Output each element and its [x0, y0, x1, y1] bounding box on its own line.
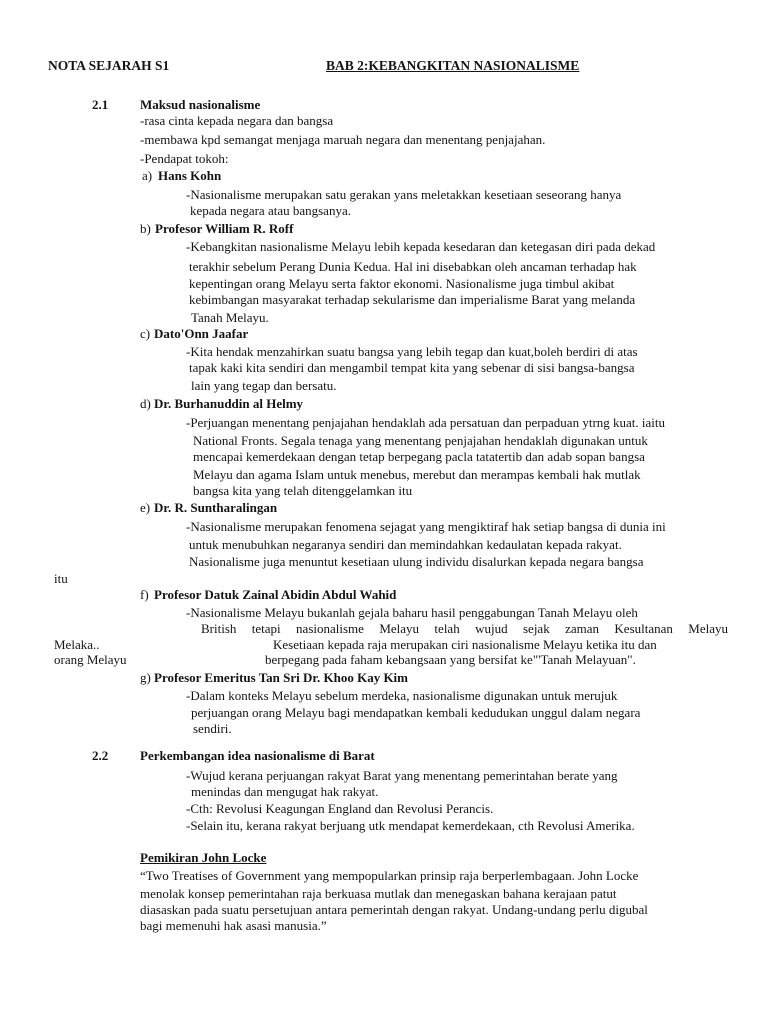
item-label-e: e): [140, 500, 151, 515]
text-line: untuk menubuhkan negaranya sendiri dan memindahkan kedaulatan kepada rakyat.: [189, 537, 622, 552]
text-line: bangsa kita yang telah ditenggelamkan itu: [193, 483, 413, 498]
section-number-2-2: 2.2: [92, 748, 109, 763]
figure-name-zainal-abidin: Profesor Datuk Zainal Abidin Abdul Wahid: [154, 587, 397, 602]
item-label-b: b): [140, 221, 151, 236]
text-line: diasaskan pada suatu persetujuan antara pemerintah dengan rakyat. Undang-undang perlu digubal: [140, 902, 648, 917]
text-line: -rasa cinta kepada negara dan bangsa: [140, 113, 334, 128]
text-line: -Nasionalisme merupakan satu gerakan yans meletakkan kesetiaan seseorang hanya: [186, 187, 622, 202]
figure-name-hans-kohn: Hans Kohn: [158, 168, 222, 183]
text-line: menolak konsep pemerintahan raja berkuasa mutlak dan menegaskan bahana kerajaan patut: [140, 886, 617, 901]
section-title-2-2: Perkembangan idea nasionalisme di Barat: [140, 748, 375, 763]
text-line: British tetapi nasionalisme Melayu telah wujud sejak zaman Kesultanan Melayu: [201, 621, 728, 636]
text-line: -Selain itu, kerana rakyat berjuang utk mendapat kemerdekaan, cth Revolusi Amerika.: [186, 818, 635, 833]
figure-name-khoo-kay-kim: Profesor Emeritus Tan Sri Dr. Khoo Kay Kim: [154, 670, 408, 685]
text-line: -Kita hendak menzahirkan suatu bangsa yang lebih tegap dan kuat,boleh berdiri di atas: [186, 344, 638, 359]
figure-name-roff: Profesor William R. Roff: [155, 221, 294, 236]
text-line: -Kebangkitan nasionalisme Melayu lebih kepada kesedaran dan ketegasan diri pada dekad: [186, 239, 656, 254]
header-title: BAB 2:KEBANGKITAN NASIONALISME: [326, 58, 580, 73]
item-label-c: c): [140, 326, 151, 341]
text-line: kepada negara atau bangsanya.: [190, 203, 351, 218]
text-line: Melaka..: [54, 637, 100, 652]
text-line: terakhir sebelum Perang Dunia Kedua. Hal ini disebabkan oleh ancaman terhadap hak: [189, 259, 637, 274]
figure-name-suntharalingan: Dr. R. Suntharalingan: [154, 500, 278, 515]
item-label-f: f): [140, 587, 149, 602]
text-line: -membawa kpd semangat menjaga maruah negara dan menentang penjajahan.: [140, 132, 546, 147]
text-line: -Nasionalisme merupakan fenomena sejagat yang mengiktiraf hak setiap bangsa di dunia ini: [186, 519, 666, 534]
text-line: bagi memenuhi hak asasi manusia.”: [140, 918, 327, 933]
figure-name-burhanuddin: Dr. Burhanuddin al Helmy: [154, 396, 304, 411]
section-number-2-1: 2.1: [92, 97, 109, 112]
text-line: perjuangan orang Melayu bagi mendapatkan kembali kedudukan unggul dalam negara: [191, 705, 641, 720]
text-line: “Two Treatises of Government yang mempopularkan prinsip raja berperlembagaan. John Locke: [140, 868, 639, 883]
text-line: kebimbangan masyarakat terhadap sekularisme dan imperialisme Barat yang melanda: [189, 292, 636, 307]
text-line: Melayu dan agama Islam untuk menebus, merebut dan merampas kembali hak mutlak: [193, 467, 641, 482]
text-line: -Cth: Revolusi Keagungan England dan Revolusi Perancis.: [186, 801, 494, 816]
text-line: -Dalam konteks Melayu sebelum merdeka, nasionalisme digunakan untuk merujuk: [186, 688, 618, 703]
text-line: -Perjuangan menentang penjajahan hendaklah ada persatuan dan perpaduan ytrng kuat. iaitu: [186, 415, 666, 430]
section-title-2-1: Maksud nasionalisme: [140, 97, 261, 112]
text-line: -Wujud kerana perjuangan rakyat Barat yang menentang pemerintahan berate yang: [186, 768, 618, 783]
header-left: NOTA SEJARAH S1: [48, 58, 170, 73]
text-line: Nasionalisme juga menuntut kesetiaan ulung individu disalurkan kepada negara bangsa: [189, 554, 644, 569]
subsection-title-john-locke: Pemikiran John Locke: [140, 850, 267, 865]
text-line: lain yang tegap dan bersatu.: [191, 378, 337, 393]
item-label-a: a): [142, 168, 153, 183]
text-line: sendiri.: [193, 721, 232, 736]
text-line: tapak kaki kita sendiri dan mengambil tempat kita yang sebenar di sisi bangsa-bangsa: [189, 360, 635, 375]
figure-name-onn-jaafar: Dato'Onn Jaafar: [154, 326, 249, 341]
text-line: -Pendapat tokoh:: [140, 151, 229, 166]
text-line: Tanah Melayu.: [191, 310, 269, 325]
text-line: -Nasionalisme Melayu bukanlah gejala baharu hasil penggabungan Tanah Melayu oleh: [186, 605, 638, 620]
text-line: Kesetiaan kepada raja merupakan ciri nasionalisme Melayu ketika itu dan: [273, 637, 657, 652]
text-line: menindas dan mengugat hak rakyat.: [191, 784, 379, 799]
text-line: National Fronts. Segala tenaga yang menentang penjajahan hendaklah digunakan untuk: [193, 433, 648, 448]
item-label-g: g): [140, 670, 151, 685]
text-line: mencapai kemerdekaan dengan tetap berpegang pacla tatatertib dan adab sopan bangsa: [193, 449, 645, 464]
item-label-d: d): [140, 396, 151, 411]
text-line: kepentingan orang Melayu serta faktor ekonomi. Nasionalisme juga timbul akibat: [189, 276, 615, 291]
text-line: berpegang pada faham kebangsaan yang bersifat ke"'Tanah Melayuan".: [265, 652, 636, 667]
text-line: itu: [54, 571, 68, 586]
text-line: orang Melayu: [54, 652, 127, 667]
